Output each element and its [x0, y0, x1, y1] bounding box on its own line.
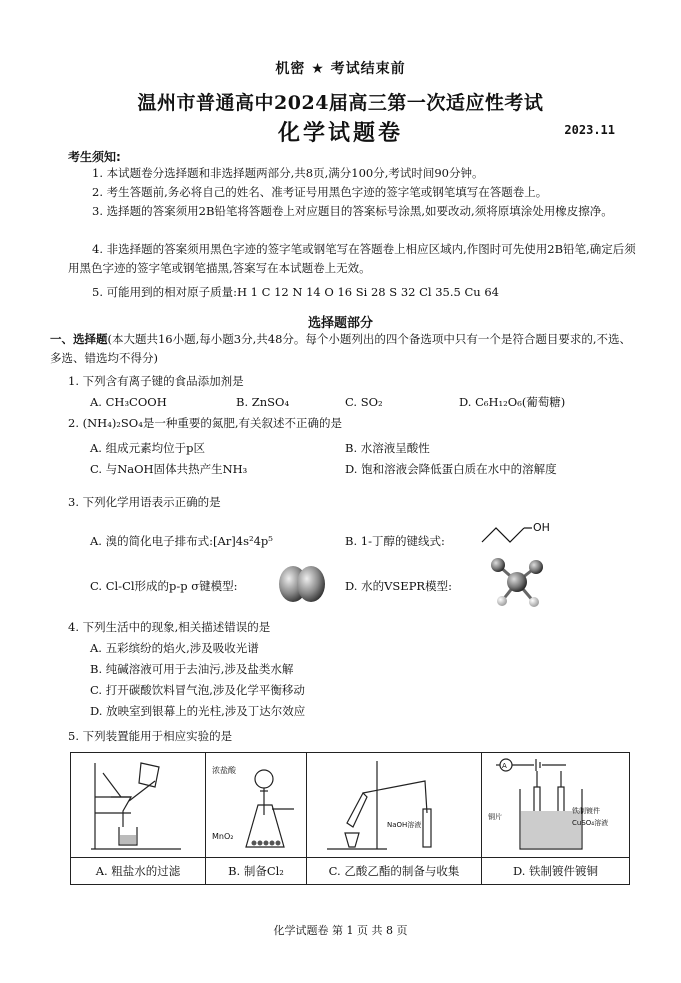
apparatus-a-cell [71, 753, 206, 885]
notice-item-3: 3. 选择题的答案须用2B铅笔将答题卷上对应题目的答案标号涂黑,如要改动,须将原填涂处用橡皮擦净。 [92, 204, 613, 218]
apparatus-b-caption: B. 制备Cl₂ [206, 857, 306, 884]
p-orbital-lobe-right [297, 566, 325, 602]
apparatus-b-cell [206, 753, 307, 885]
notice-item-1: 1. 本试题卷分选择题和非选择题两部分,共8页,满分100分,考试时间90分钟。 [92, 166, 484, 180]
water-vsepr-model [488, 555, 546, 611]
question-5-stem: 5. 下列装置能用于相应实验的是 [68, 729, 233, 743]
ammeter-label: A [502, 762, 507, 770]
exam-title: 温州市普通高中2024届高三第一次适应性考试 [137, 92, 544, 114]
question-1-option-a: A. CH₃COOH [90, 395, 167, 409]
question-2-option-c: C. 与NaOH固体共热产生NH₃ [90, 462, 248, 476]
filtration-apparatus-figure [71, 753, 205, 857]
apparatus-d-caption: D. 铁制镀件镀铜 [482, 857, 629, 884]
part-one-heading [50, 330, 640, 368]
question-1-option-d: D. C₆H₁₂O₆(葡萄糖) [459, 395, 566, 409]
copper-plate-label: 铜片 [488, 813, 502, 821]
apparatus-c-cell [307, 753, 482, 885]
question-1-stem: 1. 下列含有离子键的食品添加剂是 [68, 374, 244, 388]
ethyl-acetate-apparatus-figure [307, 753, 481, 857]
notice-item-4: 4. 非选择题的答案须用黑色字迹的签字笔或钢笔写在答题卷上相应区域内,作图时可先使用2B铅笔,确定后须用黑色字迹的签字笔或钢笔描黑,答案写在本试题卷上无效。 [68, 242, 636, 275]
part-one-description: (本大题共16小题,每小题3分,共48分。每个小题列出的四个备选项中只有一个是符合题目要求的,不选、多选、错选均不得分) [50, 332, 632, 365]
paper-title: 化学试题卷 [277, 120, 403, 146]
naoh-solution-label: NaOH溶液 [387, 821, 422, 829]
apparatus-c-caption: C. 乙酸乙酯的制备与收集 [307, 857, 481, 884]
question-4-option-a: A. 五彩缤纷的焰火,涉及吸收光谱 [90, 641, 259, 655]
question-3-stem: 3. 下列化学用语表示正确的是 [68, 495, 221, 509]
butanol-skeletal-formula [478, 516, 558, 546]
question-3-option-c: C. Cl-Cl形成的p-p σ键模型: [90, 579, 238, 593]
notice-item-5: 5. 可能用到的相对原子质量:H 1 C 12 N 14 O 16 Si 28 S 32 Cl 35.5 Cu 64 [92, 285, 499, 299]
exam-date: 2023.11 [564, 123, 615, 137]
question-3-option-a: A. 溴的简化电子排布式:[Ar]4s²4p⁵ [90, 534, 273, 548]
question-1-option-b: B. ZnSO₄ [236, 395, 290, 409]
chlorine-generator-figure [206, 753, 306, 857]
butanol-oh-label: OH [533, 521, 550, 534]
question-4-stem: 4. 下列生活中的现象,相关描述错误的是 [68, 620, 271, 634]
part-one-label: 一、选择题 [50, 332, 108, 346]
iron-piece-label: 铁制镀件 [572, 807, 600, 815]
section-title: 选择题部分 [307, 316, 373, 331]
confidential-mark: 机密 ★ 考试结束前 [275, 61, 406, 77]
question-2-option-b: B. 水溶液呈酸性 [345, 441, 430, 455]
question-4-option-c: C. 打开碳酸饮料冒气泡,涉及化学平衡移动 [90, 683, 305, 697]
question-2-option-a: A. 组成元素均位于p区 [90, 441, 205, 455]
electroplating-figure [482, 753, 629, 857]
question-4-option-b: B. 纯碱溶液可用于去油污,涉及盐类水解 [90, 662, 294, 676]
apparatus-d-cell [482, 753, 630, 885]
question-1-option-c: C. SO₂ [345, 395, 383, 409]
notice-heading: 考生须知: [68, 150, 121, 164]
apparatus-a-caption: A. 粗盐水的过滤 [71, 857, 205, 884]
page-footer: 化学试题卷 第 1 页 共 8 页 [273, 924, 408, 937]
mno2-label: MnO₂ [212, 832, 234, 841]
cuso4-solution-label: CuSO₄溶液 [572, 819, 609, 827]
question-3-option-d: D. 水的VSEPR模型: [345, 579, 452, 593]
conc-hcl-label: 浓盐酸 [212, 766, 236, 775]
question-4-option-d: D. 放映室到银幕上的光柱,涉及丁达尔效应 [90, 704, 306, 718]
notice-item-2: 2. 考生答题前,务必将自己的姓名、准考证号用黑色字迹的签字笔或钢笔填写在答题卷上。 [92, 185, 548, 199]
question-2-stem: 2. (NH₄)₂SO₄是一种重要的氮肥,有关叙述不正确的是 [68, 416, 342, 430]
p-p-sigma-bond-model [278, 564, 326, 604]
question-3-option-b: B. 1-丁醇的键线式: [345, 534, 445, 548]
question-2-option-d: D. 饱和溶液会降低蛋白质在水中的溶解度 [345, 462, 557, 476]
apparatus-table [70, 752, 630, 885]
